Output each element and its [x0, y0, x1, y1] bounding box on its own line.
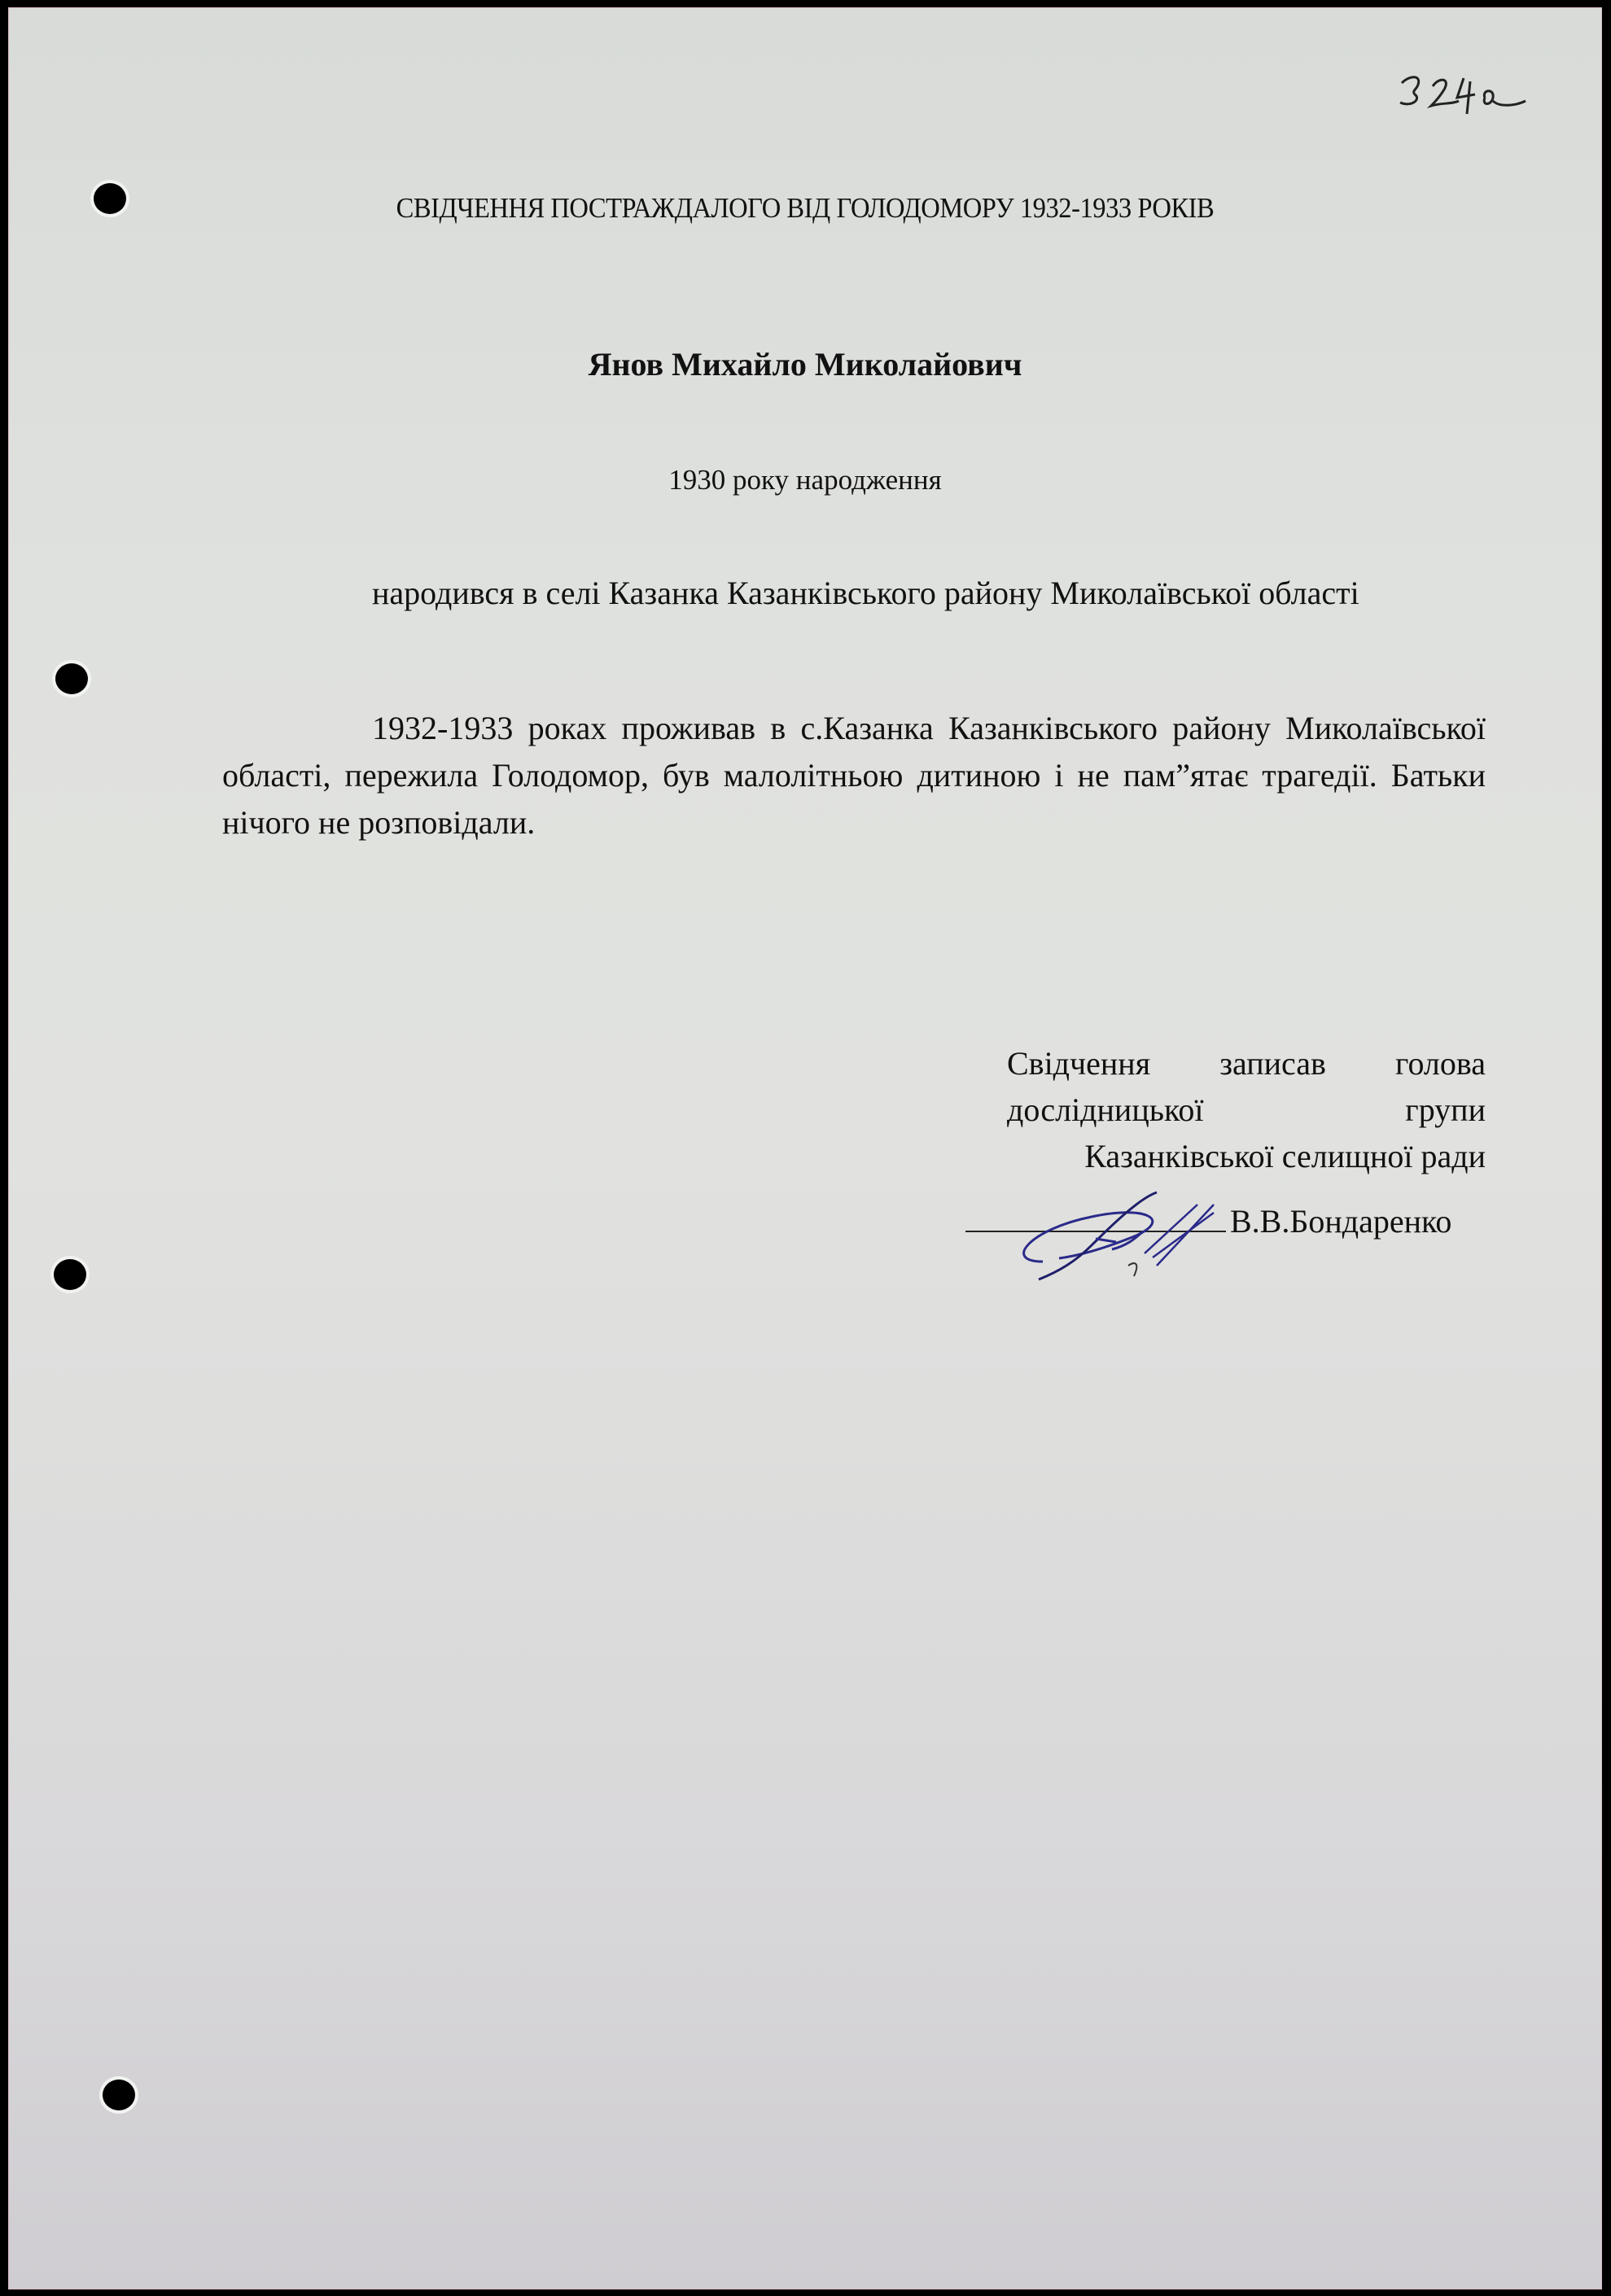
document-page [9, 8, 1601, 2289]
document-title: СВІДЧЕННЯ ПОСТРАЖДАЛОГО ВІД ГОЛОДОМОРУ 1932-1933 РОКІВ [396, 192, 1215, 224]
signer-name: В.В.Бондаренко [1230, 1203, 1452, 1240]
paragraph-birthplace: народився в селі Казанка Казанківського району Миколаївської області [372, 575, 1359, 611]
paragraph-testimony: 1932-1933 роках проживав в с.Казанка Казанківського району Миколаївської області, пережила Голодомор, був малолітньою дитиною і не пам”ятає трагедії. Батьки нічого не розповідали. [222, 710, 1486, 841]
recorder-block [1007, 1040, 1486, 1179]
recorder-line: Свідчення записав голова [1007, 1045, 1486, 1082]
punch-hole [54, 1259, 86, 1290]
recorder-line: дослідницької групи [1007, 1091, 1486, 1128]
person-name: Янов Михайло Миколайович [588, 346, 1022, 383]
punch-hole [103, 2080, 135, 2110]
birth-year: 1930 року народження [668, 464, 942, 496]
punch-hole [55, 663, 88, 694]
signature [953, 1180, 1246, 1302]
handwritten-page-number [1394, 57, 1556, 122]
recorder-line: Казанківської селищної ради [1084, 1138, 1486, 1174]
